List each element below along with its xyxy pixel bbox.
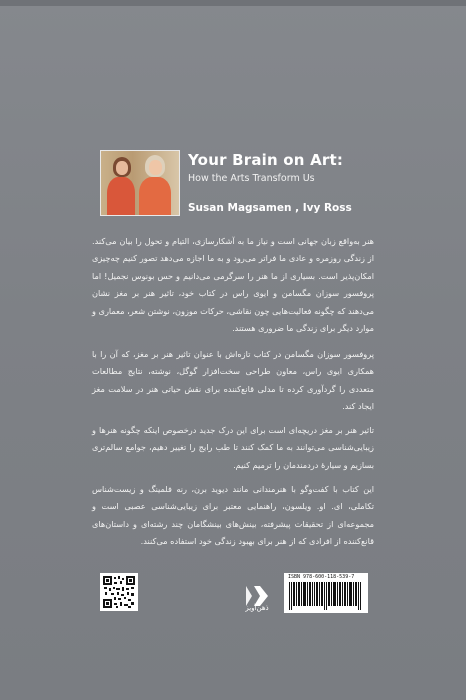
isbn-number: ISBN 978-600-118-539-7 (288, 574, 355, 580)
barcode-graphic (288, 582, 364, 610)
english-title: Your Brain on Art: (188, 151, 344, 169)
cover-top-edge (0, 0, 466, 6)
english-title-block (188, 151, 388, 184)
qr-code-graphic (102, 575, 136, 609)
author-1-figure (107, 177, 135, 216)
blurb-paragraph-3: تاثیر هنر بر مغز دریچه‌ای است برای این درک جدید درخصوص اینکه چگونه هنرها و زیبایی‌شناسی می‌توانند به ما کمک کنند تا طب رایج را تغییر دهیم، جوامع سالم‌تری بسازیم و سیارهٔ دردمندمان را ترمیم کنیم. (92, 425, 374, 470)
english-subtitle: How the Arts Transform Us (188, 173, 315, 184)
author-2-face (149, 160, 162, 175)
blurb-paragraph-2: پروفسور سوزان مگسامن در کتاب تازه‌اش با عنوان تاثیر هنر بر مغز، که آن را با همکاری ایوی راس، معاون طراحی سخت‌افزار گوگل، نوشته، نتایج مطالعات متعددی را گردآوری کرده تا مدلی قانع‌کننده برای نقش حیاتی هنر در سلامت مغز ایجاد کند. (92, 349, 374, 412)
blurb-paragraph-4: این کتاب با کفت‌وگو با هنرمندانی مانند دیوید برن، رنه فلمینگ و زیست‌شناس تکاملی، ای. او. ویلسون، راهنمایی معتبر برای زیبایی‌شناسی عصبی است و مجموعه‌ای از تحقیقات پیشرفته، بینش‌های بینشگامان چند رشته‌ای و داستان‌های قانع‌کننده از افرادی که از هنر برای بهبود زندگی خود استفاده می‌کنند. (92, 484, 374, 547)
authors-photo (100, 150, 180, 216)
blurb-paragraph-1: هنر به‌واقع زبان جهانی است و نیاز ما به آشکارسازی، التیام و تحول را بیان می‌کند. از زندگی روزمره و عادی ما فراتر می‌رود و به ما اجازه می‌دهد تصور کنیم چه‌چیزی امکان‌پذیر است. بسیاری از ما هنر را سرگرمی می‌دانیم و حس بونوس نجمیل! اما پروفسور سوزان مگسامن و ایوی راس در کتاب خود، تاثیر هنر بر مغز نشان می‌دهند که چگونه فعالیت‌هایی چون نقاشی، حرکات موزون، نوشتن شعر، معماری و موارد دیگر برای زندگی ما ضروری هستند. (92, 236, 374, 334)
qr-code (100, 573, 138, 611)
publisher-name: ذهن‌آویز (245, 604, 269, 612)
author-1-face (116, 161, 128, 175)
authors-names: Susan Magsamen , Ivy Ross (188, 202, 352, 214)
author-2-figure (139, 177, 171, 216)
